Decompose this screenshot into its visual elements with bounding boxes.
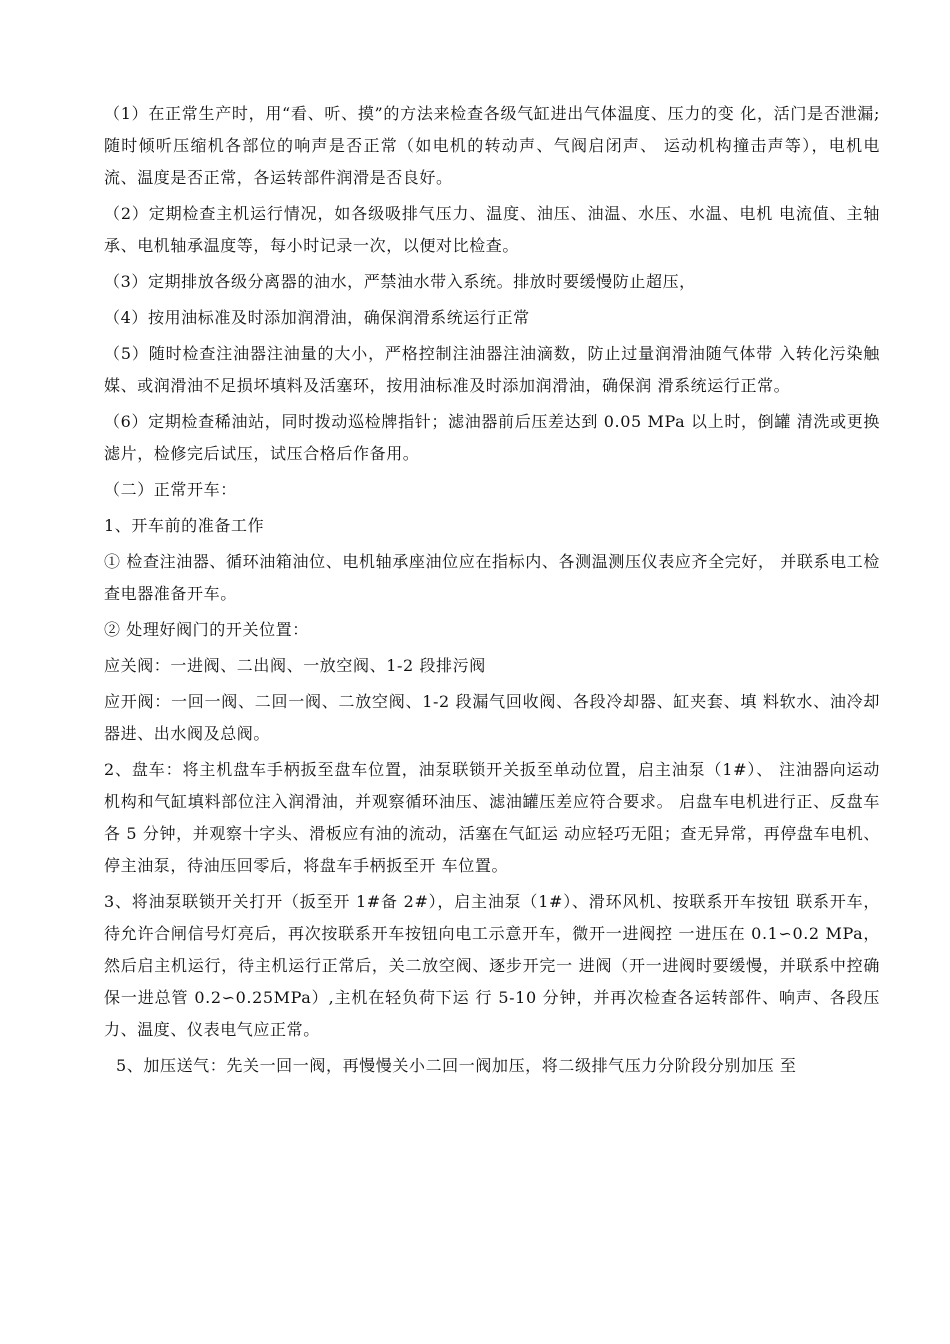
paragraph-inspection-5: （5）随时检查注油器注油量的大小，严格控制注油器注油滴数，防止过量润滑油随气体带 入转化污染触媒、或润滑油不足损坏填料及活塞环，按用油标准及时添加润滑油，确保润 滑系统运行正常。 xyxy=(104,344,880,395)
paragraph-valves-open: 应开阀：一回一阀、二回一阀、二放空阀、1-2 段漏气回收阀、各段冷却器、缸夹套、填 料软水、油冷却器进、出水阀及总阀。 xyxy=(104,692,880,743)
section-heading-normal-start: （二）正常开车： xyxy=(104,480,237,499)
paragraph-valves-closed: 应关阀：一进阀、二出阀、一放空阀、1-2 段排污阀 xyxy=(104,656,486,675)
paragraph-barring: 2、盘车：将主机盘车手柄扳至盘车位置，油泵联锁开关扳至单动位置，启主油泵（1#）、 注油器向运动机构和气缸填料部位注入润滑油，并观察循环油压、滤油罐压差应符合要求。 启盘车电机进行正、反盘车各 5 分钟，并观察十字头、滑板应有油的流动，活塞在气缸运 动应轻巧无阻；查无异常，再停盘车电机、停主油泵，待油压回零后，将盘车手柄扳至开 车位置。 xyxy=(104,760,880,875)
paragraph-check-oil: ① 检查注油器、循环油箱油位、电机轴承座油位应在指标内、各测温测压仪表应齐全完好， 并联系电工检查电器准备开车。 xyxy=(104,552,880,603)
paragraph-inspection-2: （2）定期检查主机运行情况，如各级吸排气压力、温度、油压、油温、水压、水温、电机 电流值、主轴承、电机轴承温度等，每小时记录一次，以便对比检查。 xyxy=(104,204,880,255)
paragraph-pressurize: 5、加压送气：先关一回一阀，再慢慢关小二回一阀加压，将二级排气压力分阶段分别加压 至 xyxy=(116,1056,797,1075)
paragraph-inspection-3: （3）定期排放各级分离器的油水，严禁油水带入系统。排放时要缓慢防止超压， xyxy=(104,272,696,291)
subheading-preparation: 1、开车前的准备工作 xyxy=(104,516,265,535)
paragraph-start-sequence: 3、将油泵联锁开关打开（扳至开 1#备 2#），启主油泵（1#）、滑环风机、按联系开车按钮 联系开车，待允许合闸信号灯亮后，再次按联系开车按钮向电工示意开车，微开一进阀控 一进压在 0.1∽0.2 MPa，然后启主机运行，待主机运行正常后，关二放空阀、逐步开完一 进阀（开一进阀时要缓慢，并联系中控确保一进总管 0.2∽0.25MPa）,主机在轻负荷下运 行 5-10 分钟，并再次检查各运转部件、响声、各段压力、温度、仪表电气应正常。 xyxy=(104,892,880,1039)
paragraph-valve-positions: ② 处理好阀门的开关位置： xyxy=(104,620,309,639)
paragraph-inspection-4: （4）按用油标准及时添加润滑油，确保润滑系统运行正常 xyxy=(104,308,530,327)
paragraph-inspection-6: （6）定期检查稀油站，同时拨动巡检牌指针；滤油器前后压差达到 0.05 MPa 以上时，倒罐 清洗或更换滤片，检修完后试压，试压合格后作备用。 xyxy=(104,412,880,463)
document-body xyxy=(104,98,880,1082)
paragraph-inspection-1: （1）在正常生产时，用“看、听、摸”的方法来检查各级气缸进出气体温度、压力的变 化，活门是否泄漏;随时倾听压缩机各部位的响声是否正常（如电机的转动声、气阀启闭声、 运动机构撞击声等），电机电流、温度是否正常，各运转部件润滑是否良好。 xyxy=(104,104,880,187)
